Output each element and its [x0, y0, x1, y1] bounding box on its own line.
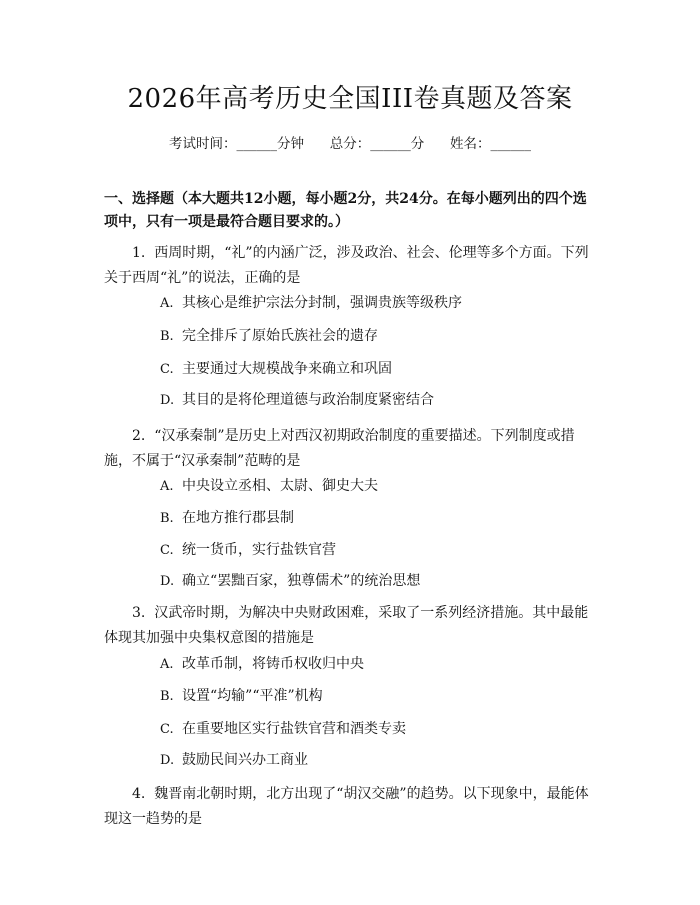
question-2-option-c [160, 540, 336, 561]
question-text: 汉武帝时期，为解决中央财政困难，采取了一系列经济措施。其中最能体现其加强中央集权意图的措施是 [104, 605, 589, 646]
question-text: 西周时期，“礼”的内涵广泛，涉及政治、社会、伦理等多个方面。下列关于西周“礼”的说法，正确的是 [104, 245, 589, 286]
option-letter: B. [160, 689, 174, 704]
question-text: 魏晋南北朝时期，北方出现了“胡汉交融”的趋势。以下现象中，最能体现这一趋势的是 [104, 786, 589, 827]
question-2-option-b [160, 508, 294, 529]
question-2-option-a [160, 476, 378, 497]
option-letter: A. [160, 296, 174, 311]
option-letter: B. [160, 329, 174, 344]
option-letter: D. [160, 574, 175, 589]
option-letter: D. [160, 753, 175, 768]
option-letter: D. [160, 393, 175, 408]
section-heading: 一、选择题（本大题共12小题，每小题2分，共24分。在每小题列出的四个选项中，只有一项是最符合题目要求的。） [104, 191, 587, 230]
exam-info-text: 考试时间：______分钟 总分：______分 姓名：______ [169, 136, 531, 152]
question-3-option-b [160, 686, 323, 707]
question-1-option-b [160, 326, 378, 347]
option-letter: B. [160, 511, 174, 526]
question-number: 2. [132, 428, 146, 444]
option-text: 中央设立丞相、太尉、御史大夫 [182, 478, 378, 494]
option-text: 统一货币，实行盐铁官营 [182, 542, 336, 558]
question-number: 4. [132, 786, 146, 802]
option-text: 改革币制，将铸币权收归中央 [182, 656, 364, 672]
option-text: 在重要地区实行盐铁官营和酒类专卖 [182, 721, 406, 737]
question-3-option-d [160, 750, 308, 771]
question-number: 1. [132, 245, 146, 261]
question-4-stem [104, 782, 596, 832]
option-text: 在地方推行郡县制 [182, 510, 294, 526]
option-text: 鼓励民间兴办工商业 [182, 752, 308, 768]
question-number: 3. [132, 605, 146, 621]
exam-info-line [0, 132, 700, 152]
option-text: 设置“均输”“平准”机构 [182, 688, 323, 704]
question-1-stem [104, 241, 596, 291]
question-2-stem [104, 424, 596, 474]
option-letter: C. [160, 362, 174, 377]
option-text: 完全排斥了原始氏族社会的遗存 [182, 328, 378, 344]
question-3-option-c [160, 719, 406, 740]
option-text: 其核心是维护宗法分封制，强调贵族等级秩序 [182, 295, 462, 311]
option-letter: C. [160, 722, 174, 737]
question-1-option-a [160, 293, 462, 314]
question-2-option-d [160, 571, 420, 592]
option-letter: A. [160, 657, 174, 672]
question-3-option-a [160, 654, 364, 675]
question-text: “汉承秦制”是历史上对西汉初期政治制度的重要描述。下列制度或措施，不属于“汉承秦制”范畴的是 [104, 428, 575, 469]
option-text: 确立“罢黜百家，独尊儒术”的统治思想 [182, 573, 421, 589]
option-text: 其目的是将伦理道德与政治制度紧密结合 [182, 392, 434, 408]
question-1-option-d [160, 390, 434, 411]
question-1-option-c [160, 359, 392, 380]
exam-title: 2026年高考历史全国III卷真题及答案 [127, 84, 573, 114]
question-3-stem [104, 601, 596, 651]
option-text: 主要通过大规模战争来确立和巩固 [182, 361, 392, 377]
option-letter: A. [160, 479, 174, 494]
option-letter: C. [160, 543, 174, 558]
